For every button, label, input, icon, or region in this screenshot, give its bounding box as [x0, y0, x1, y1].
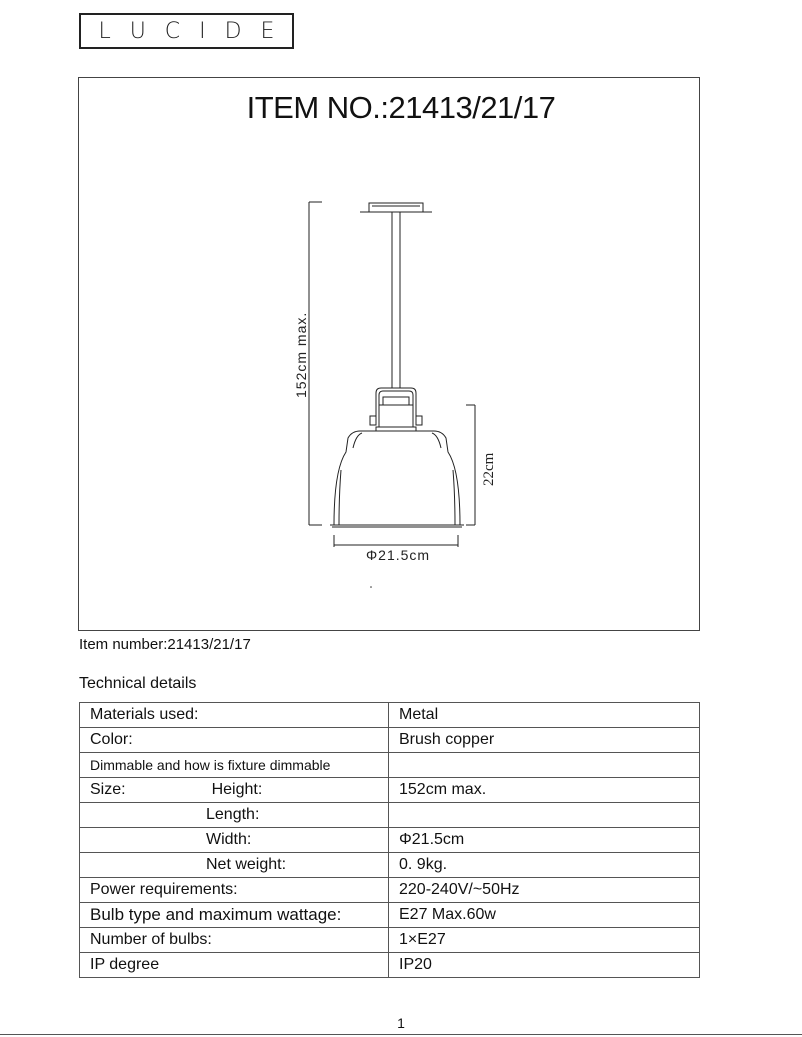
width-label: Width:: [206, 831, 252, 848]
materials-value: Metal: [389, 703, 700, 728]
bulbs-count-label: Number of bulbs:: [80, 928, 389, 953]
lamp-shade: [330, 431, 464, 527]
length-label-cell: [80, 803, 389, 828]
width-label-cell: [80, 828, 389, 853]
ip-value: IP20: [389, 953, 700, 978]
color-value: Brush copper: [389, 728, 700, 753]
logo-letter: C: [164, 18, 181, 44]
height-label: Height:: [211, 781, 263, 798]
weight-label: Net weight:: [206, 856, 287, 873]
shade-height-dimension: [466, 405, 475, 525]
suspension-rod: [392, 212, 400, 388]
total-height-label: 152cm max.: [293, 311, 309, 398]
size-height-label: [80, 778, 389, 803]
bulb-label: Bulb type and maximum wattage:: [80, 903, 389, 928]
logo-letter: U: [129, 18, 146, 44]
table-row: [80, 703, 700, 728]
color-label: Color:: [80, 728, 389, 753]
table-row: [80, 928, 700, 953]
footer-divider: [0, 1034, 802, 1035]
table-row: [80, 803, 700, 828]
diameter-label: Φ21.5cm: [366, 547, 431, 563]
materials-label-text: Materials used:: [90, 706, 199, 723]
weight-value: 0. 9kg.: [389, 853, 700, 878]
table-row: [80, 828, 700, 853]
logo-letter: I: [199, 18, 206, 44]
table-row: [80, 778, 700, 803]
weight-label-cell: [80, 853, 389, 878]
page-number: 1: [397, 1015, 405, 1031]
length-value: [389, 803, 700, 828]
diameter-dimension: [334, 535, 458, 547]
bulbs-count-value: 1×E27: [389, 928, 700, 953]
table-row: [80, 753, 700, 778]
size-label: Size:: [90, 781, 126, 798]
technical-details-table: [79, 702, 700, 978]
logo-letter: L: [98, 18, 111, 44]
table-row: [80, 728, 700, 753]
stray-dot: [370, 586, 372, 588]
power-value: 220-240V/~50Hz: [389, 878, 700, 903]
bulb-value: E27 Max.60w: [389, 903, 700, 928]
ip-label: IP degree: [80, 953, 389, 978]
width-value: Φ21.5cm: [389, 828, 700, 853]
power-label: Power requirements:: [80, 878, 389, 903]
table-row: [80, 903, 700, 928]
total-height-dimension: [309, 202, 322, 525]
item-number: Item number:21413/21/17: [79, 636, 251, 653]
materials-label: [80, 703, 389, 728]
item-title: ITEM NO.:21413/21/17: [246, 90, 556, 125]
table-row: [80, 853, 700, 878]
logo-letter: E: [260, 18, 275, 44]
height-value: 152cm max.: [389, 778, 700, 803]
table-row: [80, 953, 700, 978]
table-row: [80, 878, 700, 903]
shade-bracket: [370, 388, 422, 431]
ceiling-canopy: [360, 203, 432, 212]
dimmable-value: [389, 753, 700, 778]
dimmable-label: Dimmable and how is fixture dimmable: [80, 753, 389, 778]
shade-height-label: 22cm: [481, 452, 497, 486]
technical-details-heading: Technical details: [79, 675, 197, 692]
length-label: Length:: [206, 806, 260, 823]
logo-letter: D: [224, 18, 242, 44]
